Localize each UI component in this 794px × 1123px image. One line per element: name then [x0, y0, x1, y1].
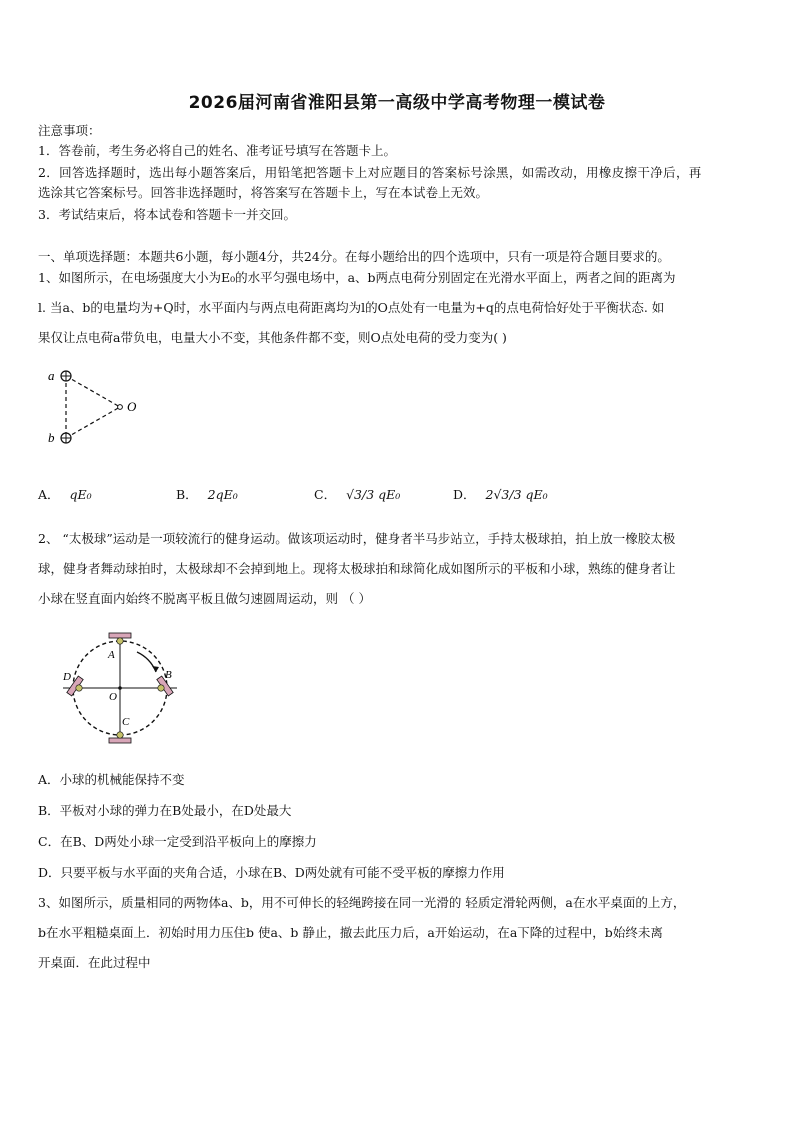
question-2-stem	[38, 524, 758, 614]
label-b: b	[48, 430, 55, 445]
dashed-line-ao	[66, 376, 120, 407]
notice-item: 选涂其它答案标号。回答非选择题时，将答案写在答题卡上，写在本试卷上无效。	[38, 185, 489, 200]
question-3-line: 开桌面．在此过程中	[38, 955, 151, 970]
label-a: a	[48, 368, 55, 383]
question-2-option-b[interactable]: B．平板对小球的弹力在B处最小，在D处最大	[38, 803, 292, 818]
question-2-option-a[interactable]: A．小球的机械能保持不变	[38, 772, 185, 787]
ball-bottom-icon	[117, 732, 123, 738]
question-3-line: b在水平粗糙桌面上．初始时用力压住b 使a、b 静止，撤去此压力后，a开始运动，在a下降的过程中，b始终未离	[38, 925, 663, 940]
notice-item: 2．回答选择题时，选出每小题答案后，用铅笔把答题卡上对应题目的答案标号涂黑，如需改动，用橡皮擦干净后，再	[38, 165, 702, 180]
question-1-line: 果仅让点电荷a带负电，电量大小不变，其他条件都不变，则O点处电荷的受力变为( )	[38, 330, 507, 345]
question-1-figure	[40, 362, 150, 447]
question-1-option-d[interactable]	[453, 485, 548, 503]
option-letter: D．	[453, 487, 476, 502]
question-3-stem	[38, 888, 758, 978]
label-o: O	[127, 399, 137, 414]
dashed-line-bo	[66, 407, 120, 438]
label-B: B	[165, 669, 172, 681]
question-1-line: l. 当a、b的电量均为+Q时，水平面内与两点电荷距离均为l的O点处有一电量为+q的点电荷恰好处于平衡状态. 如	[38, 300, 665, 315]
question-3-line: 3、如图所示，质量相同的两物体a、b，用不可伸长的轻绳跨接在同一光滑的 轻质定滑轮两侧，a在水平桌面的上方，	[38, 895, 686, 910]
question-2-option-d[interactable]: D．只要平板与水平面的夹角合适，小球在B、D两处就有可能不受平板的摩擦力作用	[38, 865, 505, 880]
question-2-line: 球，健身者舞动球拍时，太极球却不会掉到地上。现将太极球拍和球简化成如图所示的平板和小球，熟练的健身者让	[38, 561, 676, 576]
option-text: qE₀	[69, 487, 92, 502]
option-text: 2√3/3 qE₀	[485, 487, 548, 502]
option-letter: A．	[38, 487, 60, 502]
page-title: 2026届河南省淮阳县第一高级中学高考物理一模试卷	[188, 93, 606, 113]
paddle-top-icon	[109, 633, 131, 638]
label-A: A	[108, 649, 115, 661]
question-1-line: 1、如图所示，在电场强度大小为E₀的水平匀强电场中，a、b两点电荷分别固定在光滑水平面上，两者之间的距离为	[38, 270, 676, 285]
question-2-line: 小球在竖直面内始终不脱离平板且做匀速圆周运动，则 （ ）	[38, 591, 371, 606]
notice-heading: 注意事项：	[38, 123, 101, 138]
option-text: √3/3 qE₀	[346, 487, 401, 502]
label-O: O	[109, 691, 117, 703]
question-2-figure	[55, 628, 190, 748]
question-1-option-b[interactable]	[176, 485, 238, 503]
notice-item: 1．答卷前，考生务必将自己的姓名、准考证号填写在答题卡上。	[38, 143, 396, 158]
question-1-stem	[38, 263, 758, 353]
paddle-bottom-icon	[109, 738, 131, 743]
question-2-line: 2、 “太极球”运动是一项较流行的健身运动。做该项运动时，健身者半马步站立，手持太极球拍，拍上放一橡胶太极	[38, 531, 676, 546]
ball-top-icon	[117, 638, 123, 644]
point-o-icon	[118, 405, 123, 410]
option-letter: C．	[314, 487, 337, 502]
question-1-option-a[interactable]	[38, 485, 92, 503]
label-D: D	[63, 671, 71, 683]
section-heading: 一、单项选择题：本题共6小题，每小题4分，共24分。在每小题给出的四个选项中，只有一项是符合题目要求的。	[38, 249, 670, 264]
question-1-option-c[interactable]	[314, 485, 400, 503]
ball-left-icon	[76, 685, 82, 691]
notice-item: 3．考试结束后，将本试卷和答题卡一并交回。	[38, 207, 296, 222]
option-text: 2qE₀	[207, 487, 238, 502]
label-C: C	[122, 716, 130, 728]
question-2-option-c[interactable]: C．在B、D两处小球一定受到沿平板向上的摩擦力	[38, 834, 317, 849]
option-letter: B．	[176, 487, 198, 502]
rotation-arrow-icon	[137, 652, 156, 672]
ball-right-icon	[158, 685, 164, 691]
